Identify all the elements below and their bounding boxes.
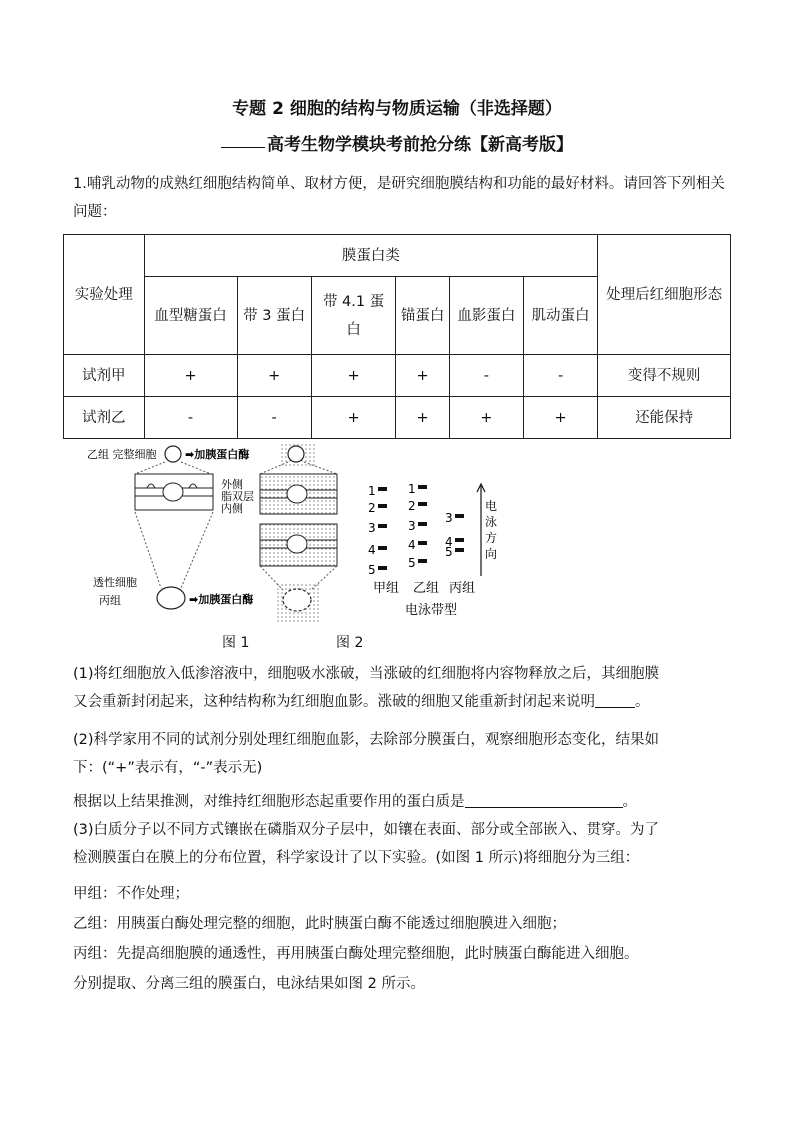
cell-value: + <box>237 355 311 397</box>
experiment-table <box>63 234 731 439</box>
band <box>455 548 464 552</box>
cell-value: + <box>311 355 396 397</box>
band <box>455 538 464 542</box>
band <box>378 487 387 491</box>
part-2 <box>73 726 733 782</box>
cell-value: - <box>523 355 597 397</box>
cell-value: + <box>396 397 449 439</box>
part-3-group-bing: 丙组：先提高细胞膜的通透性，再用胰蛋白酶处理完整细胞，此时胰蛋白酶能进入细胞。 <box>73 946 639 962</box>
cell-value: + <box>449 397 523 439</box>
band-number: 1 <box>408 482 416 496</box>
band-number: 5 <box>445 545 453 559</box>
answer-blank-2[interactable] <box>465 793 623 808</box>
row-reagent: 试剂乙 <box>64 397 145 439</box>
part-2-line-2: 下：(“+”表示有，“-”表示无) <box>73 760 263 776</box>
intact-cell-icon <box>165 446 181 462</box>
band-number: 2 <box>368 501 376 515</box>
answer-blank-1[interactable] <box>595 693 635 708</box>
band <box>418 559 427 563</box>
band-number: 3 <box>368 521 376 535</box>
title-line-2 <box>0 130 794 155</box>
header-protein-5: 血影蛋白 <box>449 277 523 355</box>
figure-1-diagram <box>87 442 337 622</box>
table-row <box>64 397 731 439</box>
header-membrane-proteins: 膜蛋白类 <box>144 235 598 277</box>
lane-jia <box>368 484 387 577</box>
fig1-group-c-label: 丙组 <box>99 594 121 607</box>
part-3-line-2: 检测膜蛋白在膜上的分布位置，科学家设计了以下实验。(如图 1 所示)将细胞分为三组： <box>73 850 640 866</box>
period: 。 <box>622 794 637 810</box>
lane-bing <box>445 511 464 559</box>
header-protein-3: 带 4.1 蛋白 <box>311 277 396 355</box>
band <box>378 504 387 508</box>
title-line-2-text: 高考生物学模块考前抢分练【新高考版】 <box>267 135 573 155</box>
fig1-group-b-label: 乙组 完整细胞 <box>87 448 157 461</box>
band-number: 5 <box>408 556 416 570</box>
band <box>455 514 464 518</box>
question-1-intro: 1.哺乳动物的成熟红细胞结构简单、取材方便，是研究细胞膜结构和功能的最好材料。请回答下列相关问题： <box>73 176 725 220</box>
band <box>418 522 427 526</box>
band-number: 4 <box>368 543 376 557</box>
figure-1-caption: 图 1 <box>222 635 250 651</box>
group-label-jia: 甲组 <box>373 581 400 596</box>
band <box>378 524 387 528</box>
cell-value: + <box>311 397 396 439</box>
label-bilayer: 脂双层 <box>221 490 254 503</box>
label-permeable-cell: 透性细胞 <box>93 576 137 589</box>
part-3-group-jia: 甲组：不作处理； <box>73 886 189 902</box>
band <box>378 566 387 570</box>
cell-value: - <box>144 397 237 439</box>
part-1-text: 又会重新封闭起来，这种结构称为红细胞血影。涨破的细胞又能重新封闭起来说明 <box>73 694 595 710</box>
header-treatment: 实验处理 <box>64 235 145 355</box>
cell-value: + <box>523 397 597 439</box>
part-2-question <box>73 788 733 816</box>
part-2-question-text: 根据以上结果推测，对维持红细胞形态起重要作用的蛋白质是 <box>73 794 465 810</box>
header-protein-1: 血型糖蛋白 <box>144 277 237 355</box>
header-protein-2: 带 3 蛋白 <box>237 277 311 355</box>
cell-value: + <box>144 355 237 397</box>
row-result: 还能保持 <box>598 397 731 439</box>
label-outer: 外侧 <box>221 478 243 491</box>
fig1-add-enzyme-bottom: ➡加胰蛋白酶 <box>189 593 254 606</box>
band-number: 3 <box>408 519 416 533</box>
direction-char: 泳 <box>485 515 498 529</box>
band-number: 1 <box>368 484 376 498</box>
cell-value: - <box>237 397 311 439</box>
part-3-conclusion: 分别提取、分离三组的膜蛋白，电泳结果如图 2 所示。 <box>73 976 425 992</box>
band <box>418 485 427 489</box>
figures-1-and-2 <box>85 440 505 655</box>
row-reagent: 试剂甲 <box>64 355 145 397</box>
label-inner: 内侧 <box>221 502 243 515</box>
title-dash-line <box>221 147 265 148</box>
title-line-1: 专题 2 细胞的结构与物质运输（非选择题） <box>232 99 562 119</box>
band <box>418 541 427 545</box>
header-morphology: 处理后红细胞形态 <box>598 235 731 355</box>
lane-yi <box>408 482 427 570</box>
table-row <box>64 355 731 397</box>
cell-value: + <box>396 355 449 397</box>
band-number: 2 <box>408 499 416 513</box>
treated-permeable-cell-icon <box>283 589 311 611</box>
part-2-line-1: (2)科学家用不同的试剂分别处理红细胞血影，去除部分膜蛋白，观察细胞形态变化，结果如 <box>73 732 660 748</box>
part-1-line-2 <box>73 688 733 716</box>
direction-char: 方 <box>485 531 498 545</box>
period: 。 <box>635 694 650 710</box>
band <box>378 546 387 550</box>
part-3-group-yi: 乙组：用胰蛋白酶处理完整的细胞，此时胰蛋白酶不能透过细胞膜进入细胞； <box>73 916 566 932</box>
header-protein-6: 肌动蛋白 <box>523 277 597 355</box>
part-3 <box>73 816 733 872</box>
band-number: 5 <box>368 563 376 577</box>
cell-value: - <box>449 355 523 397</box>
permeable-cell-icon <box>157 587 185 609</box>
row-result: 变得不规则 <box>598 355 731 397</box>
figure-2-electrophoresis <box>368 482 497 618</box>
group-label-bing: 丙组 <box>449 581 476 596</box>
treated-cell-icon <box>288 446 304 462</box>
direction-char: 向 <box>485 547 498 561</box>
band <box>418 502 427 506</box>
band-number: 3 <box>445 511 453 525</box>
direction-char: 电 <box>485 499 498 513</box>
electrophoresis-label: 电泳带型 <box>405 603 458 618</box>
figure-2-caption: 图 2 <box>336 635 364 651</box>
group-label-yi: 乙组 <box>413 581 440 596</box>
fig1-add-enzyme-top: ➡加胰蛋白酶 <box>185 448 250 461</box>
part-1-line-1: (1)将红细胞放入低渗溶液中，细胞吸水涨破，当涨破的红细胞将内容物释放之后，其细胞膜 <box>73 666 660 682</box>
part-3-line-1: (3)白质分子以不同方式镶嵌在磷脂双分子层中，如镶在表面、部分或全部嵌入、贯穿。为了 <box>73 822 660 838</box>
band-number: 4 <box>445 535 453 549</box>
header-protein-4: 锚蛋白 <box>396 277 449 355</box>
band-number: 4 <box>408 538 416 552</box>
part-1 <box>73 660 733 716</box>
